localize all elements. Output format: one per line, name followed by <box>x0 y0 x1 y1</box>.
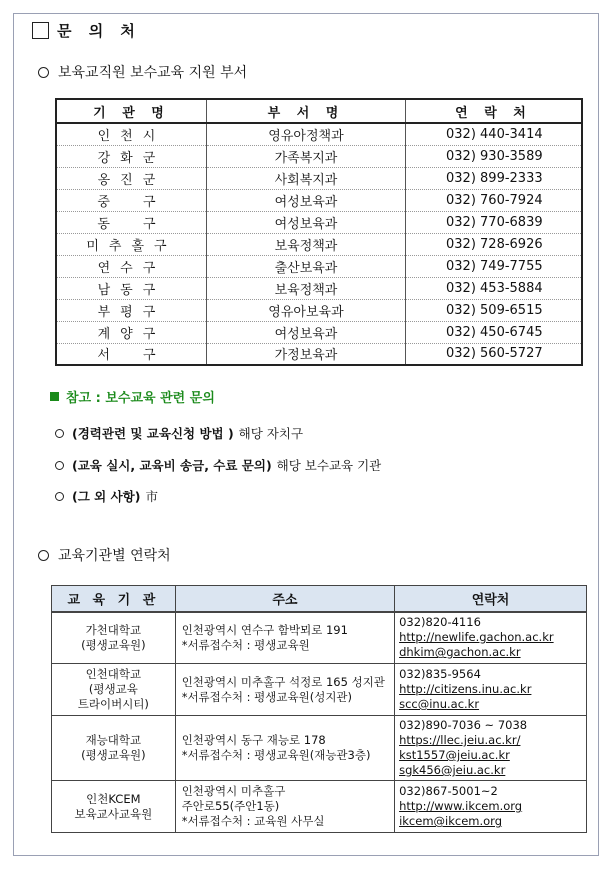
address-line: *서류접수처 : 평생교육원 <box>181 637 310 652</box>
header-department: 부 서 명 <box>206 99 405 123</box>
note-item-text: 해당 자치구 <box>238 426 304 441</box>
cell-institution: 인천시 <box>56 123 206 145</box>
cell-department: 보육정책과 <box>206 277 405 299</box>
table-row <box>56 167 582 189</box>
contact-link[interactable]: kst1557@jeiu.ac.kr <box>399 748 510 762</box>
address-line: *서류접수처 : 평생교육원(성지관) <box>181 689 353 704</box>
section-heading-support <box>38 62 247 82</box>
table-row <box>56 211 582 233</box>
square-bullet-icon <box>50 392 59 401</box>
cell-contact: 032) 930-3589 <box>406 145 582 167</box>
table-row <box>56 123 582 145</box>
table-row <box>56 255 582 277</box>
address-line: *서류접수처 : 평생교육원(재능관3층) <box>181 748 371 762</box>
contact-link[interactable]: sgk456@jeiu.ac.kr <box>399 763 506 777</box>
cell-address <box>175 664 394 716</box>
table-row <box>56 321 582 343</box>
checkbox-icon <box>32 22 49 39</box>
cell-contact: 032) 560-5727 <box>406 343 582 365</box>
cell-contact: 032) 509-6515 <box>406 299 582 321</box>
phone-number: 032)890-7036 ~ 7038 <box>399 718 528 732</box>
cell-institution: 동 구 <box>56 211 206 233</box>
cell-institution: 중 구 <box>56 189 206 211</box>
cell-address <box>175 716 394 781</box>
address-line: 인천광역시 연수구 함박뫼로 191 <box>181 622 348 637</box>
header-institution: 기 관 명 <box>56 99 206 123</box>
cell-address <box>175 781 394 833</box>
institution-name-line: (평생교육 <box>88 682 138 696</box>
table-header-row <box>56 99 582 123</box>
cell-department: 보육정책과 <box>206 233 405 255</box>
cell-institution: 부평구 <box>56 299 206 321</box>
note-item <box>55 487 158 505</box>
note-item-text: 해당 보수교육 기관 <box>276 458 382 473</box>
cell-institution: 남동구 <box>56 277 206 299</box>
note-item <box>55 424 303 442</box>
note-item-bold: (교육 실시, 교육비 송금, 수료 문의) <box>72 458 272 473</box>
header-address: 주소 <box>175 586 394 612</box>
note-heading-text: 참고 : 보수교육 관련 문의 <box>66 391 215 406</box>
table-row <box>56 145 582 167</box>
contact-link[interactable]: http://www.ikcem.org <box>399 799 523 813</box>
cell-contact: 032) 440-3414 <box>406 123 582 145</box>
circle-bullet-icon <box>38 67 49 78</box>
circle-bullet-icon <box>55 429 64 438</box>
table-row <box>52 612 587 664</box>
address-line: 주안로55(주안1동) <box>181 799 280 813</box>
header-contact: 연락처 <box>395 586 587 612</box>
cell-contact: 032) 450-6745 <box>406 321 582 343</box>
table-row <box>56 343 582 365</box>
table-row <box>56 277 582 299</box>
section-heading-text: 교육기관별 연락처 <box>58 548 171 564</box>
institution-name-line: (평생교육원) <box>81 748 146 762</box>
note-heading <box>50 387 215 406</box>
cell-institution: 옹진군 <box>56 167 206 189</box>
section-heading-text: 보육교직원 보수교육 지원 부서 <box>58 65 248 81</box>
cell-contact: 032) 760-7924 <box>406 189 582 211</box>
contact-link[interactable]: http://newlife.gachon.ac.kr <box>399 630 554 645</box>
table-row <box>56 299 582 321</box>
cell-contact <box>395 716 587 781</box>
cell-contact <box>395 664 587 716</box>
header-institution: 교 육 기 관 <box>52 586 176 612</box>
cell-contact: 032) 453-5884 <box>406 277 582 299</box>
cell-department: 여성보육과 <box>206 211 405 233</box>
phone-number: 032)820-4116 <box>399 615 481 630</box>
contact-link[interactable]: https://llec.jeiu.ac.kr/ <box>399 733 521 747</box>
section-heading-institutions <box>38 545 171 565</box>
cell-institution <box>52 664 176 716</box>
cell-department: 가정보육과 <box>206 343 405 365</box>
note-item-bold: (경력관련 및 교육신청 방법 ) <box>72 426 234 441</box>
contact-link[interactable]: scc@inu.ac.kr <box>399 697 480 711</box>
institution-name-line: 트라이버시티) <box>77 697 149 711</box>
cell-institution <box>52 716 176 781</box>
table-header-row <box>52 586 587 612</box>
cell-department: 가족복지과 <box>206 145 405 167</box>
cell-department: 영유아보육과 <box>206 299 405 321</box>
table-row <box>56 189 582 211</box>
cell-institution: 강화군 <box>56 145 206 167</box>
contact-link[interactable]: dhkim@gachon.ac.kr <box>399 645 521 660</box>
address-line: 인천광역시 미추홀구 <box>181 784 286 798</box>
cell-institution: 서 구 <box>56 343 206 365</box>
institution-name-line: 인천KCEM <box>86 791 141 806</box>
address-line: 인천광역시 동구 재능로 178 <box>181 733 326 747</box>
institution-name-line: 인천대학교 <box>85 667 142 681</box>
cell-institution: 계양구 <box>56 321 206 343</box>
page-title: 문 의 처 <box>57 22 141 40</box>
institution-name-line: 재능대학교 <box>85 733 142 747</box>
cell-contact: 032) 899-2333 <box>406 167 582 189</box>
table-row <box>52 781 587 833</box>
table-row <box>56 233 582 255</box>
circle-bullet-icon <box>55 461 64 470</box>
cell-institution: 연수구 <box>56 255 206 277</box>
cell-institution <box>52 612 176 664</box>
cell-department: 여성보육과 <box>206 321 405 343</box>
cell-contact <box>395 781 587 833</box>
table-row <box>52 664 587 716</box>
cell-department: 영유아정책과 <box>206 123 405 145</box>
cell-department: 출산보육과 <box>206 255 405 277</box>
note-item-bold: (그 외 사항) <box>72 489 141 504</box>
header-contact: 연 락 처 <box>406 99 582 123</box>
address-line: 인천광역시 미추홀구 석정로 165 성지관 <box>181 674 385 689</box>
institution-contact-table <box>51 585 587 833</box>
cell-contact: 032) 728-6926 <box>406 233 582 255</box>
cell-institution <box>52 781 176 833</box>
phone-number: 032)867-5001~2 <box>399 784 498 798</box>
phone-number: 032)835-9564 <box>399 667 481 681</box>
title-row <box>32 20 141 41</box>
cell-department: 사회복지과 <box>206 167 405 189</box>
institution-name-line: 보육교사교육원 <box>74 806 153 821</box>
cell-contact <box>395 612 587 664</box>
support-department-table <box>55 98 583 366</box>
institution-name-line: 가천대학교 <box>85 622 142 637</box>
cell-address <box>175 612 394 664</box>
cell-department: 여성보육과 <box>206 189 405 211</box>
contact-link[interactable]: ikcem@ikcem.org <box>399 814 503 828</box>
cell-institution: 미추홀구 <box>56 233 206 255</box>
note-item <box>55 456 381 474</box>
circle-bullet-icon <box>38 550 49 561</box>
table-row <box>52 716 587 781</box>
address-line: *서류접수처 : 교육원 사무실 <box>181 814 325 828</box>
cell-contact: 032) 749-7755 <box>406 255 582 277</box>
circle-bullet-icon <box>55 492 64 501</box>
note-item-text: 市 <box>145 489 158 504</box>
contact-link[interactable]: http://citizens.inu.ac.kr <box>399 682 532 696</box>
cell-contact: 032) 770-6839 <box>406 211 582 233</box>
institution-name-line: (평생교육원) <box>81 637 146 652</box>
